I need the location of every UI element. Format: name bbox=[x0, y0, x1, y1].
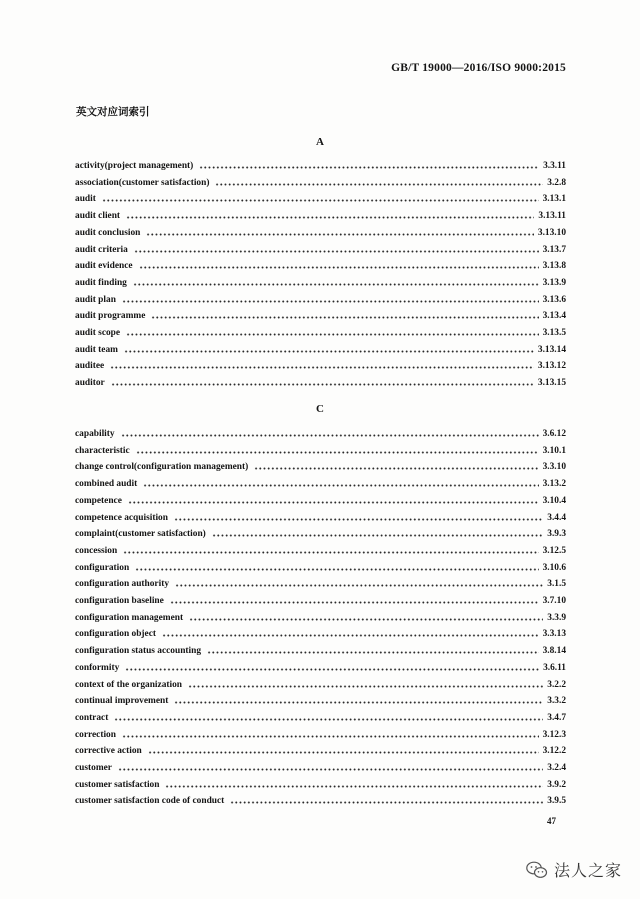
index-entry bbox=[75, 444, 566, 458]
clause-reference: 3.1.5 bbox=[547, 579, 566, 590]
index-term: conformity bbox=[75, 662, 120, 673]
clause-reference: 3.13.10 bbox=[537, 227, 566, 238]
dot-leader bbox=[114, 718, 543, 721]
dot-leader bbox=[212, 534, 543, 537]
index-entry bbox=[75, 511, 566, 525]
dot-leader bbox=[110, 366, 534, 369]
clause-reference: 3.13.14 bbox=[537, 344, 566, 355]
index-term: activity(project management) bbox=[75, 161, 194, 171]
dot-leader bbox=[124, 350, 534, 353]
index-term: complaint(customer satisfaction) bbox=[75, 529, 206, 540]
clause-reference: 3.12.2 bbox=[542, 746, 566, 757]
index-term: continual improvement bbox=[75, 696, 169, 707]
index-term: configuration management bbox=[75, 612, 184, 623]
dot-leader bbox=[134, 250, 539, 253]
index-entry bbox=[75, 176, 566, 190]
index-entry bbox=[75, 761, 566, 775]
dot-leader bbox=[118, 768, 543, 771]
dot-leader bbox=[162, 634, 539, 637]
index-term: context of the organization bbox=[75, 679, 183, 690]
clause-reference: 3.12.3 bbox=[542, 729, 566, 740]
dot-leader bbox=[215, 183, 543, 186]
watermark bbox=[526, 858, 622, 881]
clause-reference: 3.2.2 bbox=[547, 679, 566, 690]
index-term: configuration bbox=[75, 562, 130, 573]
clause-reference: 3.8.14 bbox=[542, 646, 566, 657]
clause-reference: 3.3.11 bbox=[543, 161, 566, 171]
dot-leader bbox=[125, 668, 539, 671]
clause-reference: 3.3.10 bbox=[542, 462, 566, 473]
index-entry bbox=[75, 711, 566, 725]
clause-reference: 3.13.6 bbox=[542, 294, 566, 305]
clause-reference: 3.13.8 bbox=[542, 261, 566, 272]
dot-leader bbox=[207, 651, 539, 654]
dot-leader bbox=[143, 484, 538, 487]
dot-leader bbox=[122, 300, 539, 303]
clause-reference: 3.10.4 bbox=[542, 495, 566, 506]
index-term: corrective action bbox=[75, 746, 142, 757]
section-letter-c: C bbox=[316, 403, 324, 415]
clause-reference: 3.13.12 bbox=[537, 361, 566, 372]
index-entry bbox=[75, 577, 566, 591]
clause-reference: 3.3.2 bbox=[547, 696, 566, 707]
index-term: customer bbox=[75, 763, 112, 773]
clause-reference: 3.7.10 bbox=[542, 596, 566, 606]
index-term: configuration status accounting bbox=[75, 646, 202, 657]
index-entry bbox=[75, 494, 566, 508]
clause-reference: 3.6.12 bbox=[542, 429, 566, 439]
index-term: configuration authority bbox=[75, 579, 170, 590]
clause-reference: 3.13.9 bbox=[542, 277, 566, 288]
index-term: customer satisfaction bbox=[75, 779, 160, 790]
index-term: competence bbox=[75, 495, 122, 506]
dot-leader bbox=[133, 283, 539, 286]
index-entry bbox=[75, 376, 566, 390]
dot-leader bbox=[174, 518, 543, 521]
index-term: concession bbox=[75, 545, 118, 556]
dot-leader bbox=[170, 601, 539, 604]
index-term: audit evidence bbox=[75, 261, 133, 272]
index-entry bbox=[75, 627, 566, 641]
dot-leader bbox=[139, 266, 539, 269]
clause-reference: 3.10.6 bbox=[542, 562, 566, 573]
index-term: audit conclusion bbox=[75, 227, 141, 238]
dot-leader bbox=[126, 216, 534, 219]
index-entry bbox=[75, 343, 566, 357]
index-term: capability bbox=[75, 429, 115, 439]
index-entry bbox=[75, 276, 566, 290]
index-term: association(customer satisfaction) bbox=[75, 177, 210, 188]
index-term: audit programme bbox=[75, 311, 146, 322]
index-term: audit scope bbox=[75, 328, 121, 338]
clause-reference: 3.3.9 bbox=[547, 612, 566, 623]
index-term: audit finding bbox=[75, 277, 127, 288]
dot-leader bbox=[128, 501, 539, 504]
clause-reference: 3.12.5 bbox=[542, 545, 566, 556]
clause-reference: 3.13.1 bbox=[542, 194, 566, 205]
dot-leader bbox=[121, 434, 539, 437]
index-term: competence acquisition bbox=[75, 512, 168, 523]
index-term: correction bbox=[75, 729, 116, 740]
index-term: characteristic bbox=[75, 445, 130, 456]
clause-reference: 3.4.4 bbox=[547, 512, 566, 523]
clause-reference: 3.13.4 bbox=[542, 311, 566, 322]
index-term: configuration object bbox=[75, 629, 156, 640]
clause-reference: 3.2.4 bbox=[547, 763, 566, 773]
index-entry bbox=[75, 744, 566, 758]
index-entry bbox=[75, 594, 566, 608]
index-entry bbox=[75, 527, 566, 541]
page-number: 47 bbox=[547, 816, 556, 826]
dot-leader bbox=[135, 568, 538, 571]
clause-reference: 3.9.2 bbox=[547, 779, 566, 790]
index-entry bbox=[75, 611, 566, 625]
index-entry bbox=[75, 661, 566, 675]
dot-leader bbox=[148, 751, 539, 754]
index-entry bbox=[75, 728, 566, 742]
wechat-icon bbox=[526, 861, 548, 879]
dot-leader bbox=[189, 618, 543, 621]
dot-leader bbox=[254, 467, 538, 470]
dot-leader bbox=[151, 316, 538, 319]
index-entry bbox=[75, 209, 566, 223]
clause-reference: 3.9.3 bbox=[547, 529, 566, 540]
index-entry bbox=[75, 427, 566, 441]
index-entry bbox=[75, 226, 566, 240]
index-entry bbox=[75, 243, 566, 257]
index-entry bbox=[75, 794, 566, 808]
dot-leader bbox=[165, 785, 543, 788]
clause-reference: 3.2.8 bbox=[547, 177, 566, 188]
index-term: audit plan bbox=[75, 294, 116, 305]
index-entry bbox=[75, 359, 566, 373]
index-entry bbox=[75, 644, 566, 658]
clause-reference: 3.13.11 bbox=[538, 211, 566, 222]
dot-leader bbox=[126, 333, 539, 336]
index-term: auditor bbox=[75, 378, 105, 389]
index-term: combined audit bbox=[75, 479, 138, 490]
dot-leader bbox=[230, 801, 543, 804]
index-entry bbox=[75, 309, 566, 323]
clause-reference: 3.6.11 bbox=[543, 662, 566, 673]
index-term: audit client bbox=[75, 211, 121, 222]
dot-leader bbox=[123, 551, 538, 554]
index-term: auditee bbox=[75, 361, 105, 372]
dot-leader bbox=[136, 451, 539, 454]
standard-number: GB/T 19000—2016/ISO 9000:2015 bbox=[391, 62, 566, 74]
clause-reference: 3.10.1 bbox=[542, 445, 566, 456]
section-letter-a: A bbox=[316, 136, 324, 148]
clause-reference: 3.3.13 bbox=[542, 629, 566, 640]
index-entry bbox=[75, 259, 566, 273]
index-entry bbox=[75, 460, 566, 474]
dot-leader bbox=[146, 233, 533, 236]
index-entry bbox=[75, 778, 566, 792]
index-term: audit bbox=[75, 194, 96, 205]
index-entry bbox=[75, 159, 566, 173]
index-entry bbox=[75, 561, 566, 575]
index-entry bbox=[75, 678, 566, 692]
dot-leader bbox=[175, 584, 543, 587]
index-entry bbox=[75, 293, 566, 307]
index-term: audit criteria bbox=[75, 244, 128, 255]
clause-reference: 3.13.7 bbox=[542, 244, 566, 255]
dot-leader bbox=[122, 735, 539, 738]
index-term: audit team bbox=[75, 344, 118, 355]
index-entry bbox=[75, 477, 566, 491]
dot-leader bbox=[102, 199, 539, 202]
clause-reference: 3.13.15 bbox=[537, 378, 566, 389]
index-entry bbox=[75, 192, 566, 206]
dot-leader bbox=[188, 685, 543, 688]
index-title: 英文对应词索引 bbox=[76, 106, 150, 118]
clause-reference: 3.4.7 bbox=[547, 712, 566, 723]
clause-reference: 3.13.2 bbox=[542, 479, 566, 490]
dot-leader bbox=[111, 383, 534, 386]
index-term: change control(configuration management) bbox=[75, 462, 249, 473]
index-entry bbox=[75, 694, 566, 708]
index-entry bbox=[75, 326, 566, 340]
index-entry bbox=[75, 544, 566, 558]
clause-reference: 3.9.5 bbox=[547, 796, 566, 807]
index-term: customer satisfaction code of conduct bbox=[75, 796, 225, 807]
dot-leader bbox=[199, 166, 539, 169]
index-term: configuration baseline bbox=[75, 596, 164, 606]
index-term: contract bbox=[75, 712, 109, 723]
clause-reference: 3.13.5 bbox=[542, 328, 566, 338]
dot-leader bbox=[174, 701, 543, 704]
watermark-text: 法人之家 bbox=[553, 861, 622, 880]
